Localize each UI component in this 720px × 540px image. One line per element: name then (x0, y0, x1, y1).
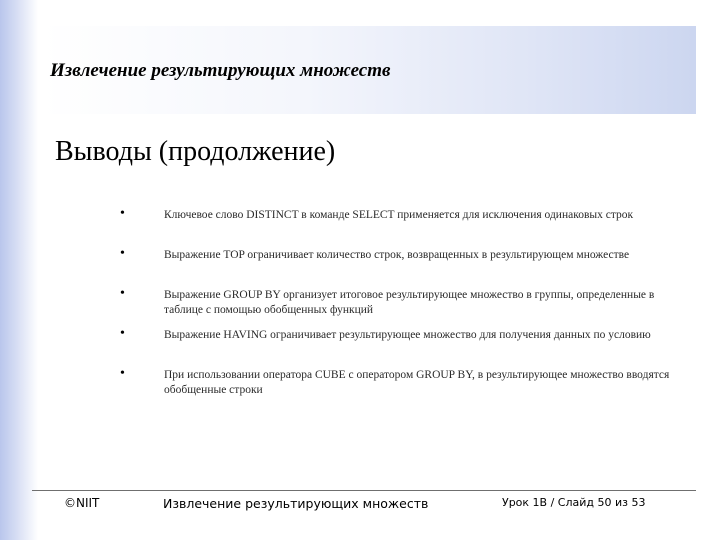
bullet-icon: • (120, 366, 125, 381)
slide-title: Выводы (продолжение) (55, 136, 336, 167)
bullet-item (120, 208, 680, 248)
bullet-icon: • (120, 206, 125, 221)
bullet-list (120, 208, 680, 408)
bullet-icon: • (120, 326, 125, 341)
left-accent-bar (0, 0, 38, 540)
bullet-text: Ключевое слово DISTINCT в команде SELECT применяется для исключения одинаковых строк (164, 209, 634, 221)
bullet-item (120, 248, 680, 288)
bullet-item (120, 288, 680, 328)
header-title: Извлечение результирующих множеств (50, 60, 391, 81)
bullet-text: Выражение GROUP BY организует итоговое результирующее множество в группы, определенные в таблице с помощью обобщенных функций (164, 289, 655, 316)
bullet-item (120, 368, 680, 408)
footer-divider (32, 490, 696, 491)
bullet-text: Выражение TOP ограничивает количество строк, возвращенных в результирующем множестве (164, 249, 630, 261)
bullet-icon: • (120, 246, 125, 261)
bullet-icon: • (120, 286, 125, 301)
footer-copyright: ©NIIT (64, 496, 100, 510)
bullet-text: Выражение HAVING ограничивает результирующее множество для получения данных по условию (164, 329, 651, 341)
footer-title: Извлечение результирующих множеств (163, 496, 429, 511)
footer-slide-counter: Урок 1B / Слайд 50 из 53 (502, 496, 646, 509)
bullet-item (120, 328, 680, 368)
bullet-text: При использовании оператора CUBE с оператором GROUP BY, в результирующее множество вводятся обобщенные строки (164, 369, 670, 396)
